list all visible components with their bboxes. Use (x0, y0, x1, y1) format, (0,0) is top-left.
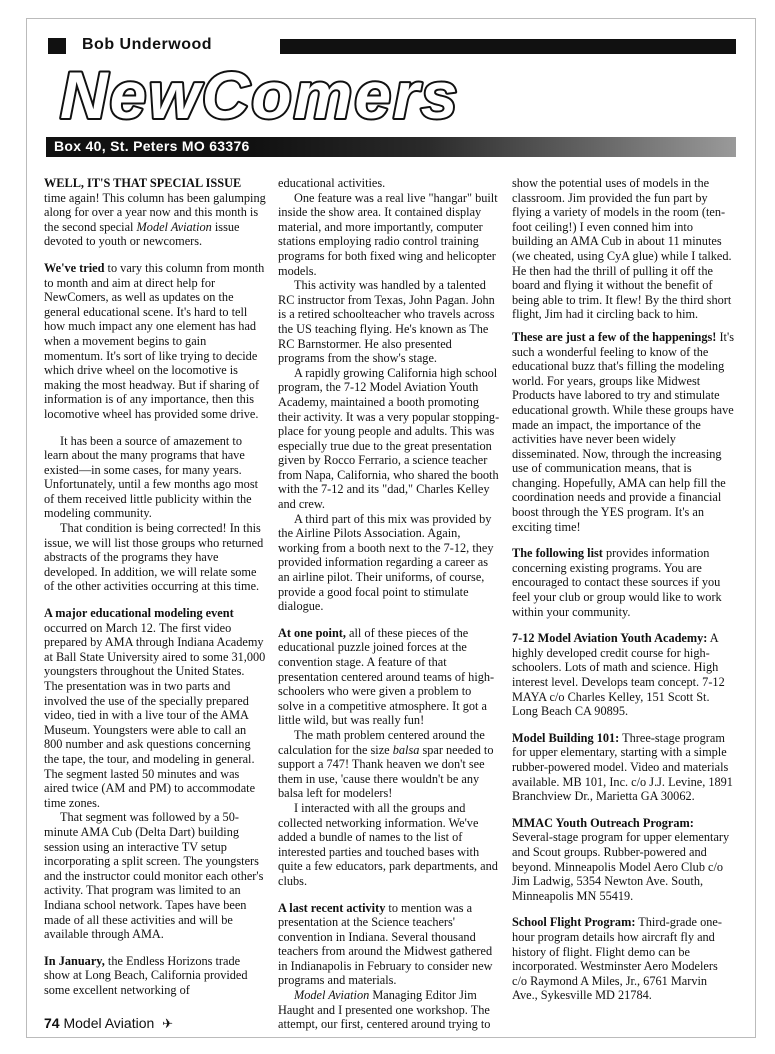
paragraph-lead: WELL, IT'S THAT SPECIAL ISSUE (44, 176, 242, 190)
paragraph (512, 546, 734, 619)
address-bar (46, 137, 736, 157)
column-3 (512, 176, 734, 1015)
program-description: A highly developed credit course for high-schoolers. Lots of math and science. High interest level. Develops team concept. 7-12 MAYA c/o Charles Kelley, 151 Scott St. Long Beach CA 90895. (512, 631, 725, 719)
paragraph-text: Managing Editor Jim Haught and I presented one workshop. The attempt, our first, centered around trying to (278, 988, 491, 1032)
paragraph-text: the Endless Horizons trade show at Long Beach, California provided some excellent networking of (44, 953, 248, 997)
paragraph-lead: A last recent activity (278, 900, 386, 915)
paragraph: That condition is being corrected! In this issue, we will list those groups who returned abstracts of the programs they have developed. In addition, we will relate some of the other activities occurring at this time. (44, 521, 264, 594)
column-1 (44, 176, 266, 1009)
paragraph: educational activities. (278, 176, 386, 190)
paragraph-text: all of these pieces of the educational puzzle joined forces at the convention stage. A feature of that presentation centered around teams of high-schoolers who were given a problem to solve in a competitive atmosphere. It got a little wild, but was really fun! (278, 625, 495, 728)
paragraph-text: occurred on March 12. The first video prepared by AMA through Indiana Academy at Ball State University aired to some 31,000 youngsters throughout the United States. The presentation was in two parts and involved the use of the specially prepared video, tied in with a live tour of the AMA Museum. Youngsters were able to call an 800 number and ask questions concerning the tape, the tour, and modeling in general. The segment lasted 50 minutes and was aired twice (AM and PM) to accommodate time zones. (44, 620, 266, 810)
paragraph-lead: We've tried (44, 260, 105, 275)
masthead-title: NewComers (60, 62, 460, 130)
program-description: Several-stage program for upper elementary and Scout groups. Rubber-powered and beyond. Minneapolis Model Aero Club c/o Jim Ladwig, 5354 Newton Ave. South, Minneapolis MN 55419. (512, 830, 730, 903)
publication-title: Model Aviation (63, 1015, 155, 1031)
page-number: 74 (44, 1015, 60, 1031)
paragraph: A rapidly growing California high school program, the 7-12 Model Aviation Youth Academy, maintained a booth promoting their activity. It was a very popular stopping-place for young people and adults. This was especially true due to the great presentation given by Rocco Ferrario, a science teacher from Napa, California, who shared the booth with the 7-12 and its "dad," Charles Kelley and crew. (278, 365, 500, 512)
paragraph-lead: The following list (512, 546, 603, 561)
paragraph-text: spar needed to support a 747! Thank heaven we don't see them in use, 'cause there wouldn't be any balsa left for modelers! (278, 742, 494, 801)
paragraph-text: to mention was a presentation at the Science teachers' convention in Indiana. Several thousand teachers from around the Midwest gathered in Indianapolis in February to consider new programs and materials. (278, 900, 493, 988)
paragraph-text: The math problem centered around the calculation for the size (278, 727, 485, 757)
paragraph (278, 728, 500, 801)
paragraph: I interacted with all the groups and collected networking information. We've added a bundle of names to the list of interested parties and touched bases with quite a few educators, park departments, and clubs. (278, 800, 498, 888)
emphasis: balsa (392, 742, 420, 757)
paragraph-text: provides information concerning existing programs. You are encouraged to contact these sources if you feel your club or group would like to work within your community. (512, 546, 722, 619)
column-masthead (50, 62, 570, 130)
program-name: 7-12 Model Aviation Youth Academy: (512, 631, 708, 646)
paragraph (44, 606, 266, 810)
masthead-graphic (50, 62, 570, 130)
paragraph-lead: These are just a few of the happenings! (512, 329, 717, 344)
program-listing (512, 731, 734, 804)
paragraph: This activity was handled by a talented RC instructor from Texas, John Pagan. John is a retired schoolteacher who travels across the US teaching flying. He's known as The RC Barnstormer. He also presented programs from the show's stage. (278, 278, 495, 366)
publication-name: Model Aviation (294, 988, 370, 1003)
page-footer (44, 1015, 173, 1032)
paragraph (44, 954, 266, 998)
program-name: School Flight Program: (512, 915, 636, 930)
column-2 (278, 176, 500, 1032)
paragraph (44, 261, 266, 422)
program-listing (512, 631, 734, 719)
paragraph-text: It's such a wonderful feeling to know of the educational buzz that's filling the modeling world. For years, groups like Midwest Products have labored to try and stimulate educational growth. While these groups have made an impact, the importance of the activities have never been widely disseminated. Now, through the increasing use of communication means, that is changing. Hopefully, AMA can help fill the coordination needs and provide a financial boost through the YES program. It's an exciting time! (512, 329, 734, 534)
program-name: MMAC Youth Outreach Program: (512, 815, 694, 830)
paragraph: One feature was a real live "hangar" built inside the show area. It contained display material, and more importantly, computer stations employing radio control training programs for both fixed wing and helicopter models. (278, 190, 498, 278)
publication-name: Model Aviation (136, 219, 212, 234)
paragraph: show the potential uses of models in the classroom. Jim provided the fun part by flying a variety of models in the room (ten-foot ceiling!) I even conned him into building an AMA Cub in about 11 minutes (we cheated, using CyA glue) while I talked. He then had the thrill of pulling it off the board and flying it without the benefit of being able to trim. It flew! By the third short flight, Jim had it circling back to him. (512, 176, 732, 322)
paragraph (512, 330, 734, 534)
paragraph-text: time again! This column has been galumping along for over a year now and this month is the second special (44, 190, 266, 234)
paragraph (278, 626, 500, 728)
program-listing (512, 915, 734, 1003)
paragraph (278, 901, 500, 989)
paragraph: A third part of this mix was provided by the Airline Pilots Association. Again, working from a booth next to the 7-12, they provided information regarding a career as an airline pilot. Their uniforms, of course, provide a good focal point to stimulate dialogue. (278, 511, 494, 614)
program-listing (512, 816, 734, 904)
program-description: Third-grade one-hour program details how aircraft fly and history of flight. Flight demo can be incorporated. Westminster Aero Modelers c/o Raymond A Miles, Jr., 6761 Marvin Ave., Sykesville MD 21784. (512, 915, 722, 1003)
airplane-icon: ✈ (162, 1016, 174, 1031)
paragraph (278, 988, 500, 1032)
byline-row (48, 36, 738, 56)
paragraph-text: issue devoted to youth or newcomers. (44, 219, 240, 249)
program-name: Model Building 101: (512, 730, 620, 745)
author-name: Bob Underwood (82, 36, 213, 53)
paragraph: It has been a source of amazement to learn about the many programs that have existed—in some cases, for many years. Unfortunately, until a few months ago most of them received little publicity within the modeling community. (44, 433, 259, 521)
paragraph (44, 176, 266, 249)
author-address: Box 40, St. Peters MO 63376 (54, 138, 250, 154)
program-description: Three-stage program for upper elementary, starting with a simple rubber-powered model. Video and materials available. MB 101, Inc. c/o J.J. Levine, 1891 Branchview Dr., Marietta GA 30062. (512, 730, 733, 804)
byline-square-icon (48, 38, 66, 54)
paragraph-text: to vary this column from month to month and aim at direct help for NewComers, as well as updates on the general educational scene. It's hard to tell how much impact any one element has had when a movement begins to gain momentum. It's sort of like trying to decide which drive wheel on the locomotive is making the most headway. But if sharing of information is of any importance, then this locomotive wheel has provided some drive. (44, 260, 265, 421)
paragraph-lead: A major educational modeling event (44, 606, 234, 621)
paragraph-lead: In January, (44, 953, 105, 968)
byline-rule (280, 39, 736, 54)
paragraph: That segment was followed by a 50-minute AMA Cub (Delta Dart) building session using an interactive TV setup incorporating a split screen. The youngsters and the instructor could monitor each other's activity. That program was limited to an Indiana school network. Tapes have been made of all these activities and will be available through AMA. (44, 810, 264, 942)
paragraph-lead: At one point, (278, 625, 346, 640)
